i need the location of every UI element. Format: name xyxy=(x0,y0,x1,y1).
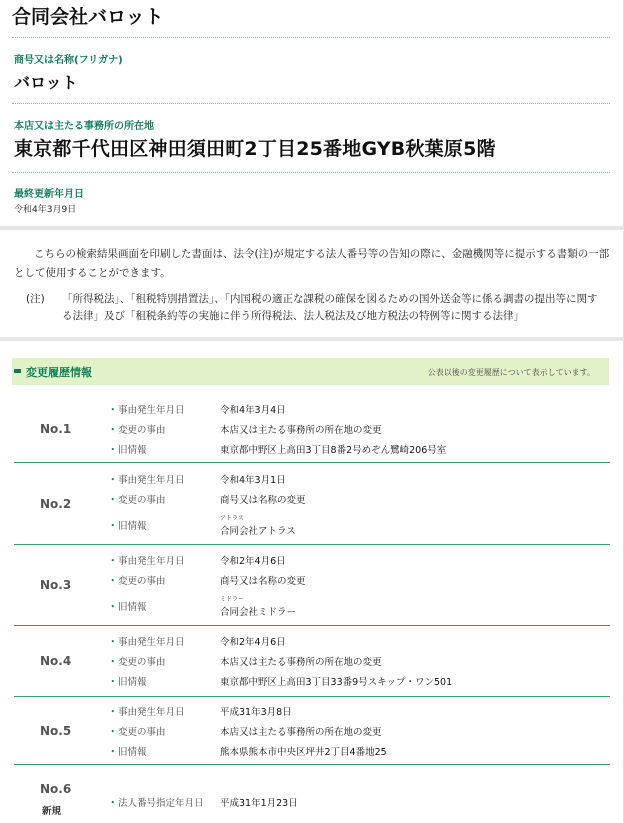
date-label: ・事由発生年月日 xyxy=(108,634,185,648)
reason-value: 商号又は名称の変更 xyxy=(220,576,306,587)
reason-value: 本店又は主たる事務所の所在地の変更 xyxy=(220,657,382,668)
entry-number: No.6 xyxy=(40,782,72,796)
old-info-value: 合同会社ミドラー xyxy=(220,607,297,618)
bullet-icon: ・ xyxy=(108,677,118,688)
address-value: 東京都千代田区神田須田町2丁目25番地GYB秋葉原5階 xyxy=(14,138,496,160)
notice-section xyxy=(0,231,624,337)
old-info-value: 東京都中野区上高田3丁目8番2号めぞん鷺崎206号室 xyxy=(220,445,447,456)
old-info-label: ・旧情報 xyxy=(108,744,147,758)
bullet-icon: ・ xyxy=(108,657,118,668)
entry-number: No.5 xyxy=(40,724,72,738)
furigana-label: 商号又は名称(フリガナ) xyxy=(14,55,123,66)
bullet-icon: ・ xyxy=(108,475,118,486)
bullet-icon: ・ xyxy=(108,495,118,506)
divider xyxy=(12,37,610,38)
bullet-icon: ・ xyxy=(108,637,118,648)
history-note: 公表以後の変更履歴について表示しています。 xyxy=(427,368,595,377)
bullet-icon: ・ xyxy=(108,556,118,567)
bullet-icon: ・ xyxy=(108,425,118,436)
header-marker-icon xyxy=(14,369,21,373)
company-name: 合同会社バロット xyxy=(12,6,164,28)
reason-value: 本店又は主たる事務所の所在地の変更 xyxy=(220,425,382,436)
old-info-furigana: ミドラー xyxy=(220,596,245,603)
old-info-value: 熊本県熊本市中央区坪井2丁目4番地25 xyxy=(220,747,387,758)
note-label: (注) xyxy=(26,293,45,305)
date-label: ・事由発生年月日 xyxy=(108,472,185,486)
address-label: 本店又は主たる事務所の所在地 xyxy=(14,121,154,132)
entry-number: No.4 xyxy=(40,654,72,668)
corporate-info-section xyxy=(0,0,624,226)
old-info-value: 合同会社アトラス xyxy=(220,526,296,537)
entry-number: No.3 xyxy=(40,578,72,592)
reason-label: ・変更の事由 xyxy=(108,654,166,668)
bullet-icon: ・ xyxy=(108,727,118,738)
notice-paragraph: こちらの検索結果画面を印刷した書面は、法令(注)が規定する法人番号等の告知の際に、金融機関等に提示する書類の一部として使用することができます。 xyxy=(14,248,610,279)
bullet-icon: ・ xyxy=(108,576,118,587)
old-info-label: ・旧情報 xyxy=(108,442,147,456)
reason-label: ・変更の事由 xyxy=(108,422,166,436)
bullet-icon: ・ xyxy=(108,747,118,758)
furigana-value: バロット xyxy=(14,73,78,92)
divider xyxy=(12,103,610,104)
designation-date-label: ・法人番号指定年月日 xyxy=(108,795,204,809)
reason-label: ・変更の事由 xyxy=(108,492,166,506)
old-info-label: ・旧情報 xyxy=(108,518,147,532)
date-label: ・事由発生年月日 xyxy=(108,402,185,416)
bullet-icon: ・ xyxy=(108,445,118,456)
entry-divider xyxy=(14,696,610,697)
old-info-value: 東京都中野区上高田3丁目33番9号スキップ・ワン501 xyxy=(220,677,453,688)
history-section xyxy=(0,341,624,823)
last-updated-value: 令和4年3月9日 xyxy=(14,205,77,215)
entry-number: No.2 xyxy=(40,497,72,511)
reason-value: 本店又は主たる事務所の所在地の変更 xyxy=(220,727,382,738)
date-value: 令和4年3月1日 xyxy=(220,475,286,486)
date-value: 令和4年3月4日 xyxy=(220,405,286,416)
bullet-icon: ・ xyxy=(108,405,118,416)
bullet-icon: ・ xyxy=(108,602,118,613)
designation-date-value: 平成31年1月23日 xyxy=(220,798,298,809)
old-info-furigana: アトラス xyxy=(220,515,244,522)
old-info-label: ・旧情報 xyxy=(108,674,147,688)
date-label: ・事由発生年月日 xyxy=(108,704,185,718)
entry-divider xyxy=(14,764,610,765)
bullet-icon: ・ xyxy=(108,521,118,532)
reason-label: ・変更の事由 xyxy=(108,724,166,738)
date-label: ・事由発生年月日 xyxy=(108,553,185,567)
new-badge: 新規 xyxy=(42,806,62,817)
divider xyxy=(12,172,610,173)
date-value: 平成31年3月8日 xyxy=(220,707,292,718)
entry-divider xyxy=(14,544,610,545)
reason-value: 商号又は名称の変更 xyxy=(220,495,306,506)
entry-divider xyxy=(14,625,610,626)
history-header xyxy=(12,358,609,385)
bullet-icon: ・ xyxy=(108,798,118,809)
last-updated-label: 最終更新年月日 xyxy=(14,189,84,200)
date-value: 令和2年4月6日 xyxy=(220,637,286,648)
reason-label: ・変更の事由 xyxy=(108,573,166,587)
old-info-label: ・旧情報 xyxy=(108,599,147,613)
history-title: 変更履歴情報 xyxy=(26,366,92,379)
note-text: 「所得税法」、「租税特別措置法」、「内国税の適正な課税の確保を図るための国外送金等に係る調書の提出等に関する法律」及び「租税条約等の実施に伴う所得税法、法人税法及び地方税法の特例等に関する法律」 xyxy=(62,293,598,322)
entry-number: No.1 xyxy=(40,422,72,436)
entry-divider xyxy=(14,462,610,463)
bullet-icon: ・ xyxy=(108,707,118,718)
section-divider xyxy=(0,226,624,230)
date-value: 令和2年4月6日 xyxy=(220,556,286,567)
